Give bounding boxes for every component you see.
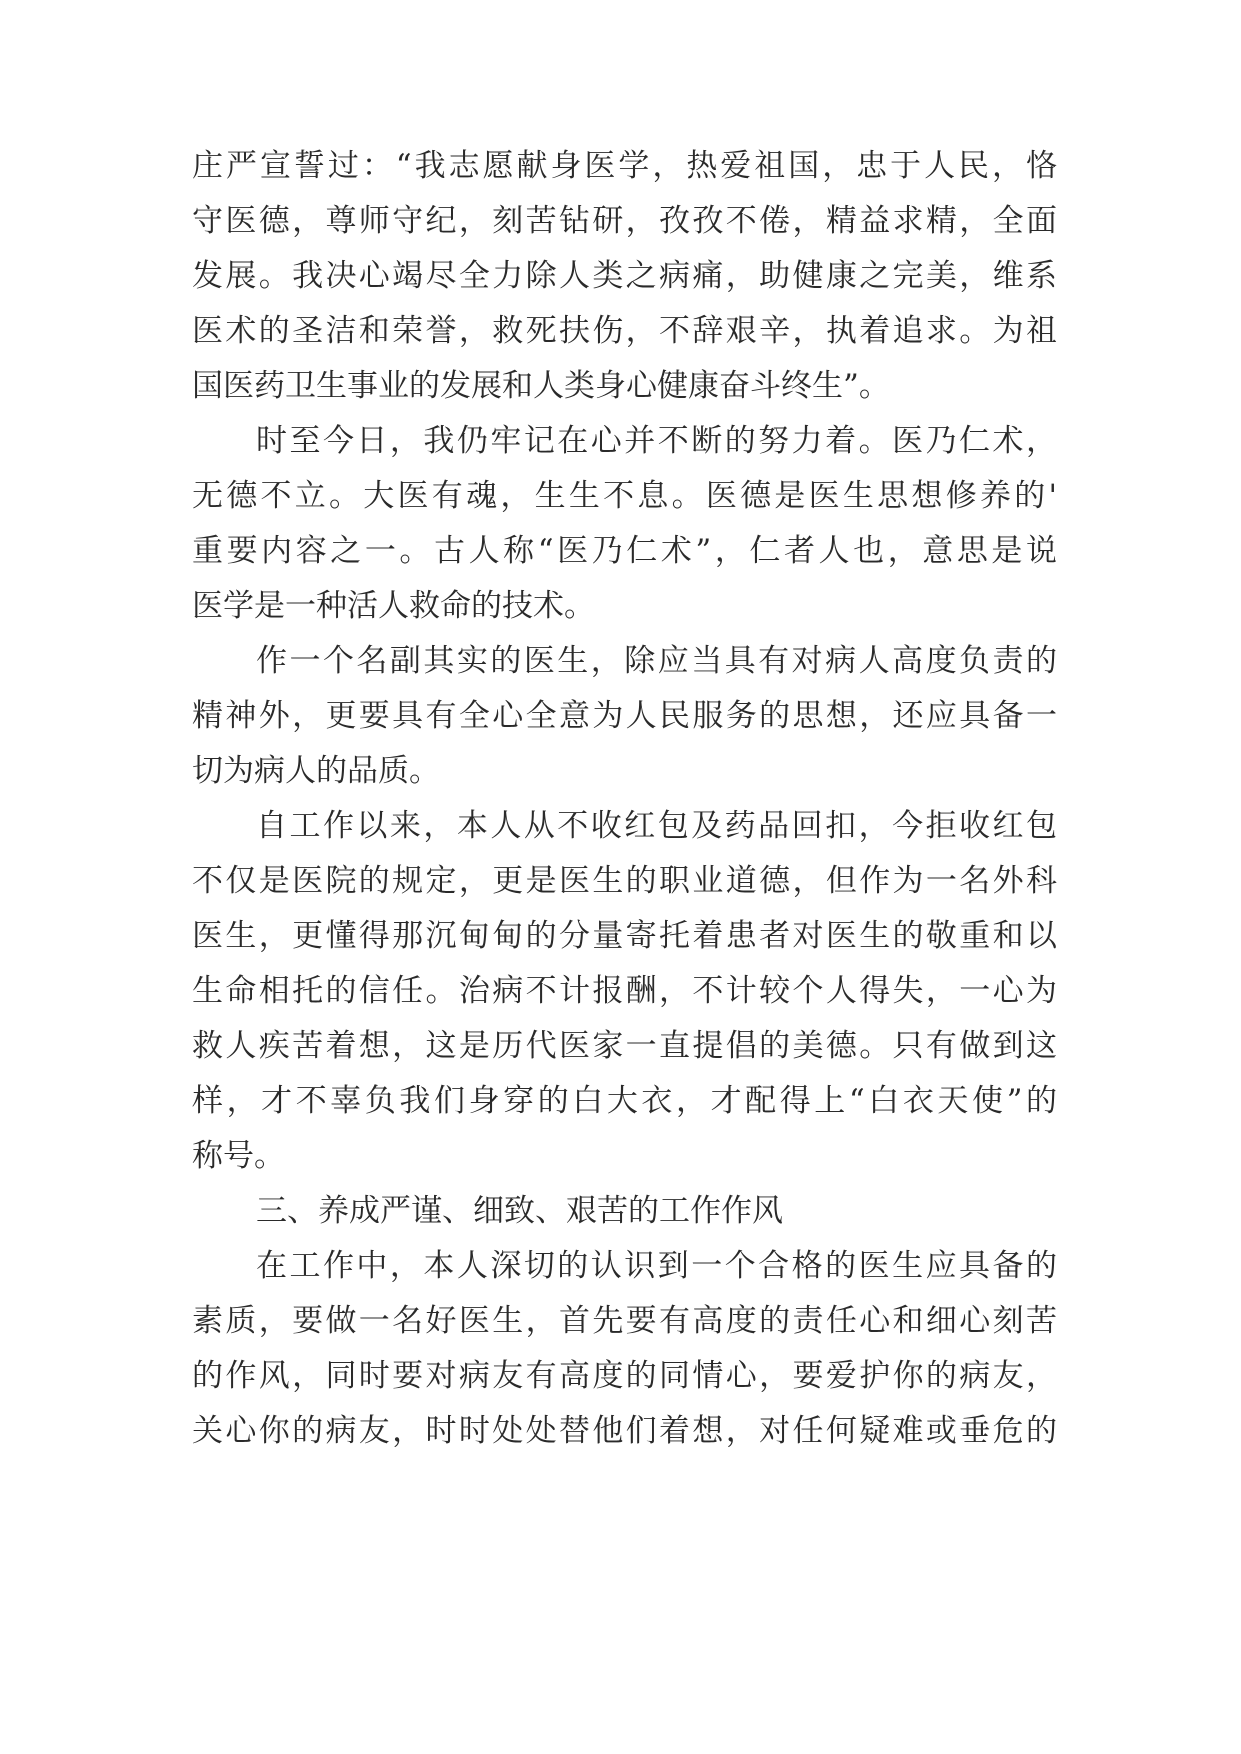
text-line: 重要内容之一。古人称“医乃仁术”，仁者人也，意思是说 xyxy=(192,533,1057,569)
text-line: 精神外，更要具有全心全意为人民服务的思想，还应具备一 xyxy=(192,698,1057,734)
text-line: 医术的圣洁和荣誉，救死扶伤，不辞艰辛，执着追求。为祖 xyxy=(192,313,1057,349)
text-line: 不仅是医院的规定，更是医生的职业道德，但作为一名外科 xyxy=(192,863,1057,899)
text-line: 样，才不辜负我们身穿的白大衣，才配得上“白衣天使”的 xyxy=(192,1083,1057,1119)
text-line: 的作风，同时要对病友有高度的同情心，要爱护你的病友， xyxy=(192,1358,1057,1394)
text-line: 称号。 xyxy=(192,1138,285,1174)
text-line: 发展。我决心竭尽全力除人类之病痛，助健康之完美，维系 xyxy=(192,258,1057,294)
paragraph-first-line: 在工作中，本人深切的认识到一个合格的医生应具备的 xyxy=(256,1248,1057,1284)
text-line: 守医德，尊师守纪，刻苦钻研，孜孜不倦，精益求精，全面 xyxy=(192,203,1057,239)
text-line: 无德不立。大医有魂，生生不息。医德是医生思想修养的' xyxy=(192,478,1057,514)
paragraph-first-line: 作一个名副其实的医生，除应当具有对病人高度负责的 xyxy=(256,643,1057,679)
text-line: 素质，要做一名好医生，首先要有高度的责任心和细心刻苦 xyxy=(192,1303,1057,1339)
paragraph-first-line: 时至今日，我仍牢记在心并不断的努力着。医乃仁术， xyxy=(256,423,1057,459)
section-heading: 三、养成严谨、细致、艰苦的工作作风 xyxy=(256,1193,783,1229)
text-line: 生命相托的信任。治病不计报酬，不计较个人得失，一心为 xyxy=(192,973,1057,1009)
text-line: 关心你的病友，时时处处替他们着想，对任何疑难或垂危的 xyxy=(192,1413,1057,1449)
text-line: 国医药卫生事业的发展和人类身心健康奋斗终生”。 xyxy=(192,368,890,404)
text-line: 医学是一种活人救命的技术。 xyxy=(192,588,595,624)
paragraph-first-line: 自工作以来，本人从不收红包及药品回扣，今拒收红包 xyxy=(256,808,1057,844)
text-line: 医生，更懂得那沉甸甸的分量寄托着患者对医生的敬重和以 xyxy=(192,918,1057,954)
text-line: 庄严宣誓过：“我志愿献身医学，热爱祖国，忠于人民，恪 xyxy=(192,148,1057,184)
text-line: 切为病人的品质。 xyxy=(192,753,440,789)
text-line: 救人疾苦着想，这是历代医家一直提倡的美德。只有做到这 xyxy=(192,1028,1057,1064)
